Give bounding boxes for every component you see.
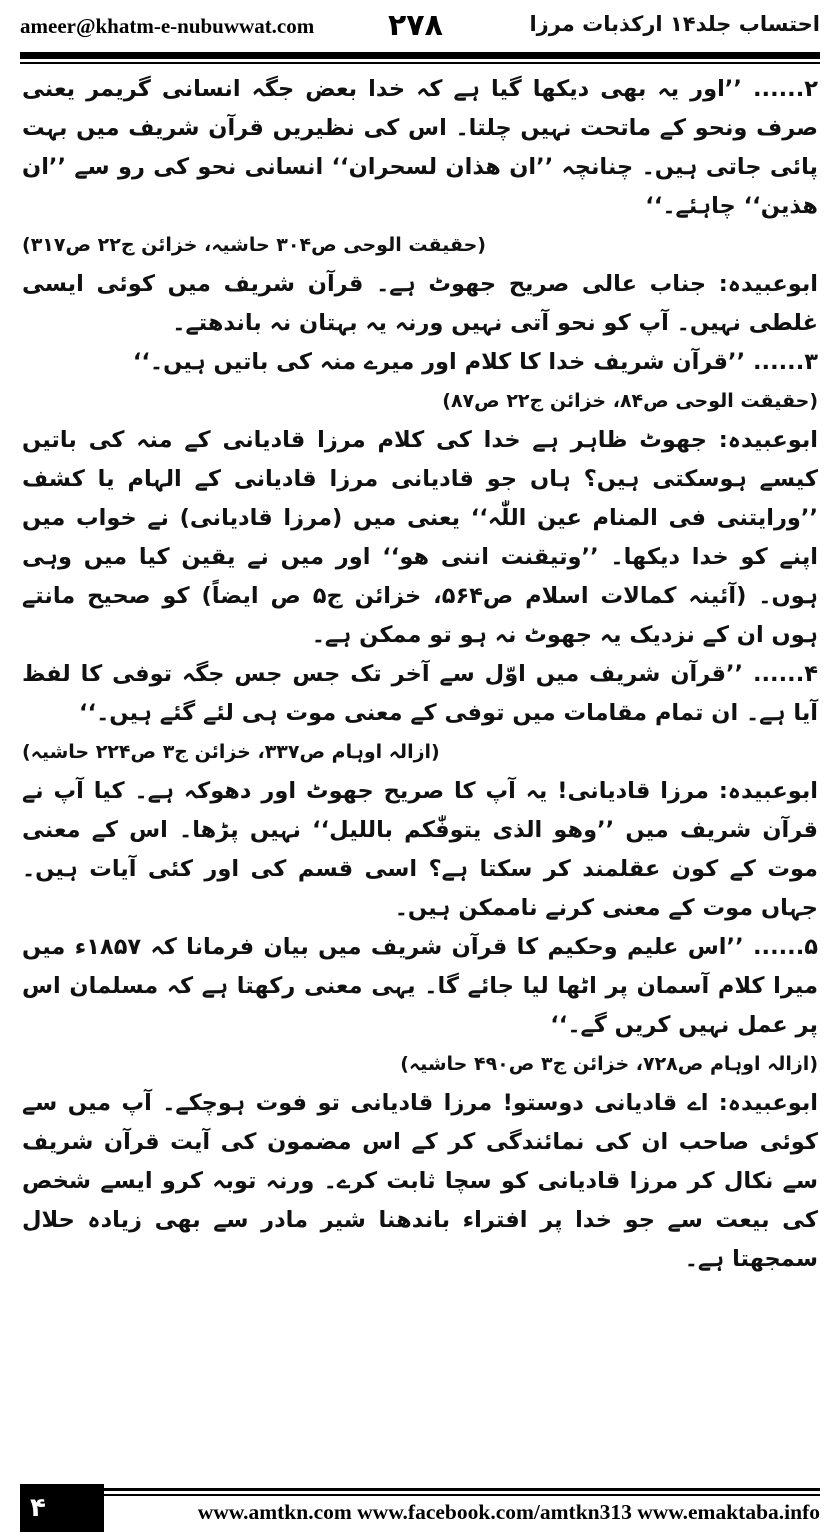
footer-website-links[interactable]: www.amtkn.com www.facebook.com/amtkn313 www.emaktaba.info <box>197 1500 820 1524</box>
item-5-quote: ۵...... ’’اس علیم وحکیم کا قرآن شریف میں بیان فرمانا کہ ۱۸۵۷ء میں میرا کلام آسمان پر اٹھا لیا جائے گا۔ یہی معنی رکھتا ہے کہ مسلمان اس پر عمل نہیں کریں گے۔‘‘ <box>22 934 818 1038</box>
item-4-reference-text: (ازالہ اوہام ص۳۳۷، خزائن ج۳ ص۲۲۴ حاشیہ) <box>22 741 440 763</box>
page-header <box>20 6 820 50</box>
item-3-reply: ابوعبیدہ: جھوٹ ظاہر ہے خدا کی کلام مرزا قادیانی کے منہ کی باتیں کیسے ہوسکتی ہیں؟ ہاں جو قادیانی مرزا قادیانی کے الہام یا کشف ’’ورایتنی فی المنام عین اللّٰہ‘‘ یعنی میں (مرزا قادیانی) نے خواب میں اپنے کو خدا دیکھا۔ ’’وتیقنت اننی ھو‘‘ اور میں نے یقین کیا میں وہی ہوں۔ (آئینہ کمالات اسلام ص۵۶۴، خزائن ج۵ ص ایضاً) کو صحیح مانتے ہوں ان کے نزدیک یہ جھوٹ نہ ہو تو ممکن ہے۔ <box>22 427 818 648</box>
item-4-quote: ۴...... ’’قرآن شریف میں اوّل سے آخر تک جس جس جگہ توفی کا لفظ آیا ہے۔ ان تمام مقامات میں توفی کے معنی موت ہی لئے گئے ہیں۔‘‘ <box>22 661 818 726</box>
item-5-reference: (ازالہ اوہام ص۷۲۸، خزائن ج۳ ص۴۹۰ حاشیہ) <box>400 1053 818 1075</box>
footer-rule <box>20 1488 820 1491</box>
footer-page-marker: ۴ <box>30 1493 46 1523</box>
header-page-number: ۲۷۸ <box>388 8 443 43</box>
footer-rule-thin <box>20 1494 820 1496</box>
page-body <box>22 70 818 1480</box>
item-2-reference <box>22 226 818 265</box>
item-2-reference-text: (حقیقت الوحی ص۳۰۴ حاشیہ، خزائن ج۲۲ ص۳۱۷) <box>22 234 486 256</box>
header-email: ameer@khatm-e-nubuwwat.com <box>20 14 315 38</box>
header-book-title: احتساب جلد۱۴ ارکذبات مرزا <box>529 12 820 36</box>
item-5-reply: ابوعبیدہ: اے قادیانی دوستو! مرزا قادیانی تو فوت ہوچکے۔ آپ میں سے کوئی صاحب ان کی نمائندگی کر کے اس مضمون کی آیت قرآن شریف سے نکال کر مرزا قادیانی کو سچا ثابت کرے۔ ورنہ توبہ کرو ایسے شخص کی بیعت سے جو خدا پر افتراء باندھنا شیر مادر سے بھی زیادہ حلال سمجھتا ہے۔ <box>22 1090 818 1272</box>
item-2-quote: ۲...... ’’اور یہ بھی دیکھا گیا ہے کہ خدا بعض جگہ انسانی گریمر یعنی صرف ونحو کے ماتحت نہیں چلتا۔ اس کی نظیریں قرآن شریف میں بہت پائی جاتی ہیں۔ چنانچہ ’’ان ھذان لسحران‘‘ انسانی نحو کی رو سے ’’ان ھذین‘‘ چاہئے۔‘‘ <box>22 76 818 219</box>
item-4-reply: ابوعبیدہ: مرزا قادیانی! یہ آپ کا صریح جھوٹ اور دھوکہ ہے۔ کیا آپ نے قرآن شریف میں ’’وھو الذی یتوفّٰکم باللیل‘‘ نہیں پڑھا۔ اس کے معنی موت کے کون عقلمند کر سکتا ہے؟ اسی قسم کی اور کئی آیات ہیں۔ جہاں موت کے معنی کرنے ناممکن ہیں۔ <box>22 778 818 921</box>
header-rule-thin <box>20 62 820 64</box>
item-3-quote: ۳...... ’’قرآن شریف خدا کا کلام اور میرے منہ کی باتیں ہیں۔‘‘ <box>132 349 818 375</box>
item-3-reference: (حقیقت الوحی ص۸۴، خزائن ج۲۲ ص۸۷) <box>442 390 818 412</box>
item-4-reference <box>22 733 818 772</box>
header-rule-thick <box>20 52 820 59</box>
page-footer <box>20 1484 820 1534</box>
item-2-reply: ابوعبیدہ: جناب عالی صریح جھوٹ ہے۔ قرآن شریف میں کوئی ایسی غلطی نہیں۔ آپ کو نحو آتی نہیں ورنہ یہ بہتان نہ باندھتے۔ <box>22 271 818 336</box>
